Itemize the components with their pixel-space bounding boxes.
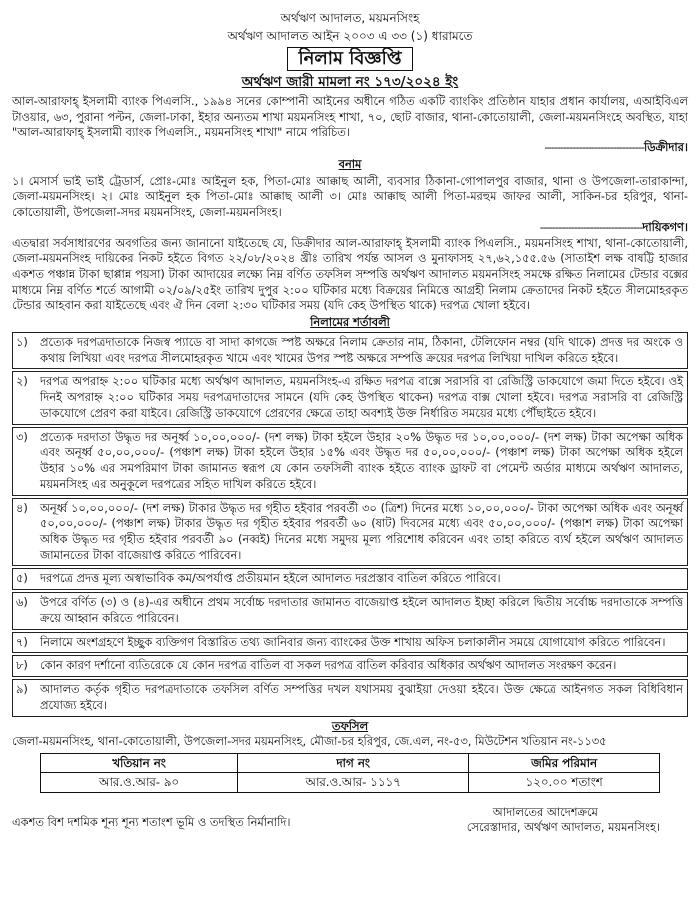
condition-number: ৫) [16, 571, 28, 586]
debtor-label-text: দায়িকগণ। [642, 219, 688, 234]
cell-dag: আর.ও.আর- ১১১৭ [238, 773, 469, 792]
condition-item [12, 371, 688, 424]
cell-land-amount: ১২০.০০ শতাংশ [469, 773, 660, 792]
condition-item [12, 332, 688, 369]
condition-number: ৩) [16, 429, 28, 444]
decree-holder-text: আল-আরাফাহ্ ইসলামী ব্যাংক পিএলসি., ১৯৯৪ সনের কোম্পানী আইনের অধীনে গঠিত একটি ব্যাংকিং প্রতিষ্ঠান যাহার প্রধান কার্যালয়, এআইবিএল টাওয়ার, ৬৩, পুরানা পল্টন, জেলা-ঢাকা, ইহার অন্যতম শাখা ময়মনসিংহ শাখা, ৭০, ছোট বাজার, থানা-কোতোয়ালী, জেলা-ময়মনসিংহে অবস্থিত, যাহা "আল-আরাফাহ্ ইসলামী ব্যাংক পিএলসি., ময়মনসিংহ শাখা" নামে পরিচিত। [12, 93, 688, 140]
condition-text: অনূর্ধ্ব ১০,০০,০০০/- (দশ লক্ষ) টাকার উদ্ধৃত দর গৃহীত হইবার পরবর্তী ৩০ (ত্রিশ) দিনের মধ্যে ১০,০০,০০০/- টাকা অপেক্ষা অধিক এবং অনূর্ধ্ব ৫০,০০,০০০/- (পঞ্চাশ লক্ষ) টাকার উদ্ধৃত দর গৃহীত হইবার পরবর্তী ৬০ (ষাট) দিবসের মধ্যে এবং ৫০,০০,০০০/- (পঞ্চাশ লক্ষ) টাকা অপেক্ষা অধিক উদ্ধৃত দর গৃহীত হইবার পরবর্তী ৯০ (নব্বই) দিনের মধ্যে সমুদয় মূল্য পরিশোধ করিবেন এবং তাহা করিতে ব্যর্থ হইলে অর্থঋণ আদালত জামানতের টাকা বাজেয়াপ্ত করিতে পারিবেন। [40, 500, 683, 562]
condition-text: নিলামে অংশগ্রহণে ইচ্ছুক ব্যক্তিগণ বিস্তারিত তথ্য জানিবার জন্য ব্যাংকের উক্ত শাখায় অফিস চলাকালীন সময়ে যোগাযোগ করিতে পারিবেন। [40, 634, 666, 649]
condition-text: দরপত্রে প্রদত্ত মূল্য অস্বাভাবিক কম/অপর্যাপ্ত প্রতীয়মান হইলে আদালত দরপ্রস্তাব বাতিল করিতে পারিবে। [40, 571, 501, 586]
dash-line: -------------------------------- [544, 140, 644, 155]
footer [12, 805, 688, 836]
column-header-khatian: খতিয়ান নং [41, 754, 238, 773]
cell-khatian: আর.ও.আর- ৯০ [41, 773, 238, 792]
table-header-row [41, 754, 660, 773]
notice-body: এতদ্বারা সর্বসাধারণের অবগতির জন্য জানানো যাইতেছে যে, ডিক্রীদার আল-আরাফাহ্ ইসলামী ব্যাংক পিএলসি., ময়মনসিংহ শাখা, থানা-কোতোয়ালী, জেলা-ময়মনসিংহ দায়িকের নিকট হইতে বিগত ২২/০৮/২০২৪ খ্রীঃ তারিখ পর্যন্ত আসল ও মুনাফাসহ ২৭,৬২,১৫৫.৫৬ (সাতাইশ লক্ষ বাষট্টি হাজার একশত পঞ্চান্ন টাকা ছাপ্পান্ন পয়সা) টাকা আদায়ের লক্ষ্যে নিম্ন বর্ণিত তফসিল সম্পত্তি অর্থঋণ আদালত ময়মনসিংহ সমক্ষে রক্ষিত নিলামের টেন্ডার বক্সের মাধ্যমে নিম্ন বর্ণিত শর্তে আগামী ০২/০৯/২৫ইং তারিখ দুপুর ২:০০ ঘটিকার মধ্যে বিক্রয়ের নিমিত্তে আগ্রহী নিলাম ক্রেতাদের নিকট হইতে সীলমোহরকৃত টেন্ডার আহবান করা যাইতেছে এবং ঐ দিন বেলা ২:৩০ ঘটিকার সময় (যদি কেহ উপস্থিত থাকে) দরপত্র খোলা হইবে। [12, 235, 688, 313]
condition-number: ৭) [16, 634, 28, 649]
debtor-text: ১। মেসার্স ভাই ভাই ট্রেডার্স, প্রোঃ-মোঃ আইনুল হক, পিতা-মোঃ আক্কাছ আলী, ব্যবসার ঠিকানা-গোপালপুর বাজার, থানা ও উপজেলা-তারাকান্দা, জেলা-ময়মনসিংহ। ২। মোঃ আইনুল হক পিতা-মোঃ আক্কাছ আলী ৩। মোঃ আক্কাছ আলী পিতা-মরহুম জাফর আলী, সাকিন-চর হরিপুর, থানা-কোতোয়ালী, উপজেলা-সদর ময়মনসিংহ, জেলা-ময়মনসিংহ। [12, 173, 688, 220]
condition-item [12, 679, 688, 716]
court-name: অর্থঋণ আদালত, ময়মনসিংহ [280, 11, 420, 25]
law-reference: অর্থঋণ আদালত আইন ২০০৩ এ ৩৩ (১) ধারামতে [227, 28, 473, 43]
condition-number: ৮) [16, 658, 28, 673]
condition-number: ২) [16, 374, 28, 389]
condition-text: আদালত কর্তৃক গৃহীত দরপত্রদাতাকে তফসিল বর্ণিত সম্পত্তির দখল যথাসময় বুঝাইয়া দেওয়া হইবে। উক্ত ক্ষেত্রে আইনগত সকল বিধিবিধান প্রযোজ্য হইবে। [40, 682, 683, 712]
dash-line: --------------------------------- [539, 219, 643, 234]
condition-text: উপরে বর্ণিত (৩) ও (৪)-এর অধীনে প্রথম সর্বোচ্চ দরদাতার জামানত বাজেয়াপ্ত হইলে আদালত ইচ্ছা করিলে দ্বিতীয় সর্বোচ্চ দরদাতাকে সম্পত্তি ক্রয়ে আহ্বান করিতে পারিবেন। [40, 595, 683, 625]
land-description: একশত বিশ দশমিক শূন্য শূন্য শতাংশ ভূমি ও তদস্থিত নির্মানাদি। [12, 814, 291, 829]
condition-text: প্রত্যেক দরদাতা উদ্ধৃত দর অনূর্ধ্ব ১০,০০,০০০/- (দশ লক্ষ) টাকা হইলে উহার ২০% উদ্ধৃত দর ১০,০০,০০০/- (দশ লক্ষ) টাকা অপেক্ষা অধিক এবং অনূর্ধ্ব ৫০,০০,০০০/- (পঞ্চাশ লক্ষ) টাকা হইলে উহার ১৫% এবং উদ্ধৃত দর ৫০,০০,০০০/- (পঞ্চাশ লক্ষ) টাকা অপেক্ষা অধিক হইলে উহার ১০% এর সমপরিমাণ টাকা জামানত স্বরূপ যে কোন তফসিলী ব্যাংক হইতে ব্যাংক ড্রাফট বা পেমেন্ট অর্ডার মাধ্যমে অর্থঋণ আদালত, ময়মনসিংহ এর অনুকূলে দরপত্রের সহিত দাখিল করিতে হইবে। [40, 429, 683, 491]
condition-number: ৬) [16, 595, 28, 610]
condition-item [12, 498, 688, 567]
condition-text: প্রত্যেক দরপত্রদাতাকে নিজস্ব প্যাডে বা সাদা কাগজে স্পষ্ট অক্ষরে নিলাম ক্রেতার নাম, ঠিকানা, টেলিফোন নম্বর (যদি থাকে) প্রদত্ত দর অংকে ও কথায় লিখিয়া এবং দরপত্র সীলমোহরকৃত খামে এবং খামের উপর স্পষ্ট অক্ষরে সম্পত্তি ক্রয়ের দরপত্র লিখিয়া দাখিল করিতে হইবে। [40, 334, 683, 365]
decree-holder-label-text: ডিক্রীদার। [643, 140, 688, 155]
schedule-title: তফসিল [331, 718, 369, 733]
table-row [41, 773, 660, 792]
conditions-list [12, 332, 688, 717]
versus-label: বনাম [338, 156, 362, 171]
condition-item [12, 427, 688, 496]
notice-title: নিলাম বিজ্ঞপ্তি [287, 47, 412, 72]
signature-line-order: আদালতের আদেশক্রমে [492, 804, 598, 819]
condition-item [12, 655, 688, 677]
decree-holder-label [12, 140, 688, 156]
condition-item [12, 632, 688, 654]
case-number: অর্থঋণ জারী মামলা নং ১৭৩/২০২৪ ইং [241, 74, 459, 91]
condition-item [12, 568, 688, 590]
column-header-dag: দাগ নং [238, 754, 469, 773]
condition-text: দরপত্র অপরাহ্ন ২:০০ ঘটিকার মধ্যে অর্থঋণ আদালত, ময়মনসিংহ-এ রক্ষিত দরপত্র বাক্সে সরাসরি বা রেজিস্ট্রি ডাকযোগে জমা দিতে হইবে। ওই দিনই অপরাহ্ন ২:০০ ঘটিকার সময় দরপত্রদাতাদের সামনে (যদি কেহ উপস্থিত থাকেন) দরপত্র বাক্স খোলা হইবে। দরপত্র সরাসরি বা রেজিস্ট্রি ডাকযোগে প্রেরণ করা যাইবে। রেজিস্ট্রি ডাকযোগে প্রেরণের ক্ষেত্রে তাহা অবশ্যই উক্ত নির্ধারিত সময়ের মধ্যে পৌঁছাইতে হইবে। [40, 374, 683, 420]
land-schedule-table [40, 753, 660, 793]
debtor-label [12, 220, 688, 236]
condition-text: কোন কারণ দর্শানো ব্যতিরেকে যে কোন দরপত্র বাতিল বা সকল দরপত্র বাতিল করিবার অধিকার অর্থঋণ আদালত সংরক্ষণ করেন। [40, 658, 617, 673]
condition-number: ৪) [16, 500, 28, 515]
column-header-land-amount: জমির পরিমান [469, 754, 660, 773]
condition-number: ১) [16, 334, 28, 349]
condition-number: ৯) [16, 682, 28, 697]
schedule-location: জেলা-ময়মনসিংহ, থানা-কোতোয়ালী, উপজেলা-সদর ময়মনসিংহ, মৌজা-চর হরিপুর, জে.এল, নং-৫৩, মিউটেশন খতিয়ান নং-১১৩৫ [12, 734, 607, 749]
conditions-title: নিলামের শর্তাবলী [310, 315, 390, 330]
signature-block [467, 805, 688, 836]
notice-title-box [12, 47, 688, 72]
signature-line-office: সেরেস্তাদার, অর্থঋণ আদালত, ময়মনসিংহ। [466, 820, 660, 835]
condition-item [12, 592, 688, 629]
